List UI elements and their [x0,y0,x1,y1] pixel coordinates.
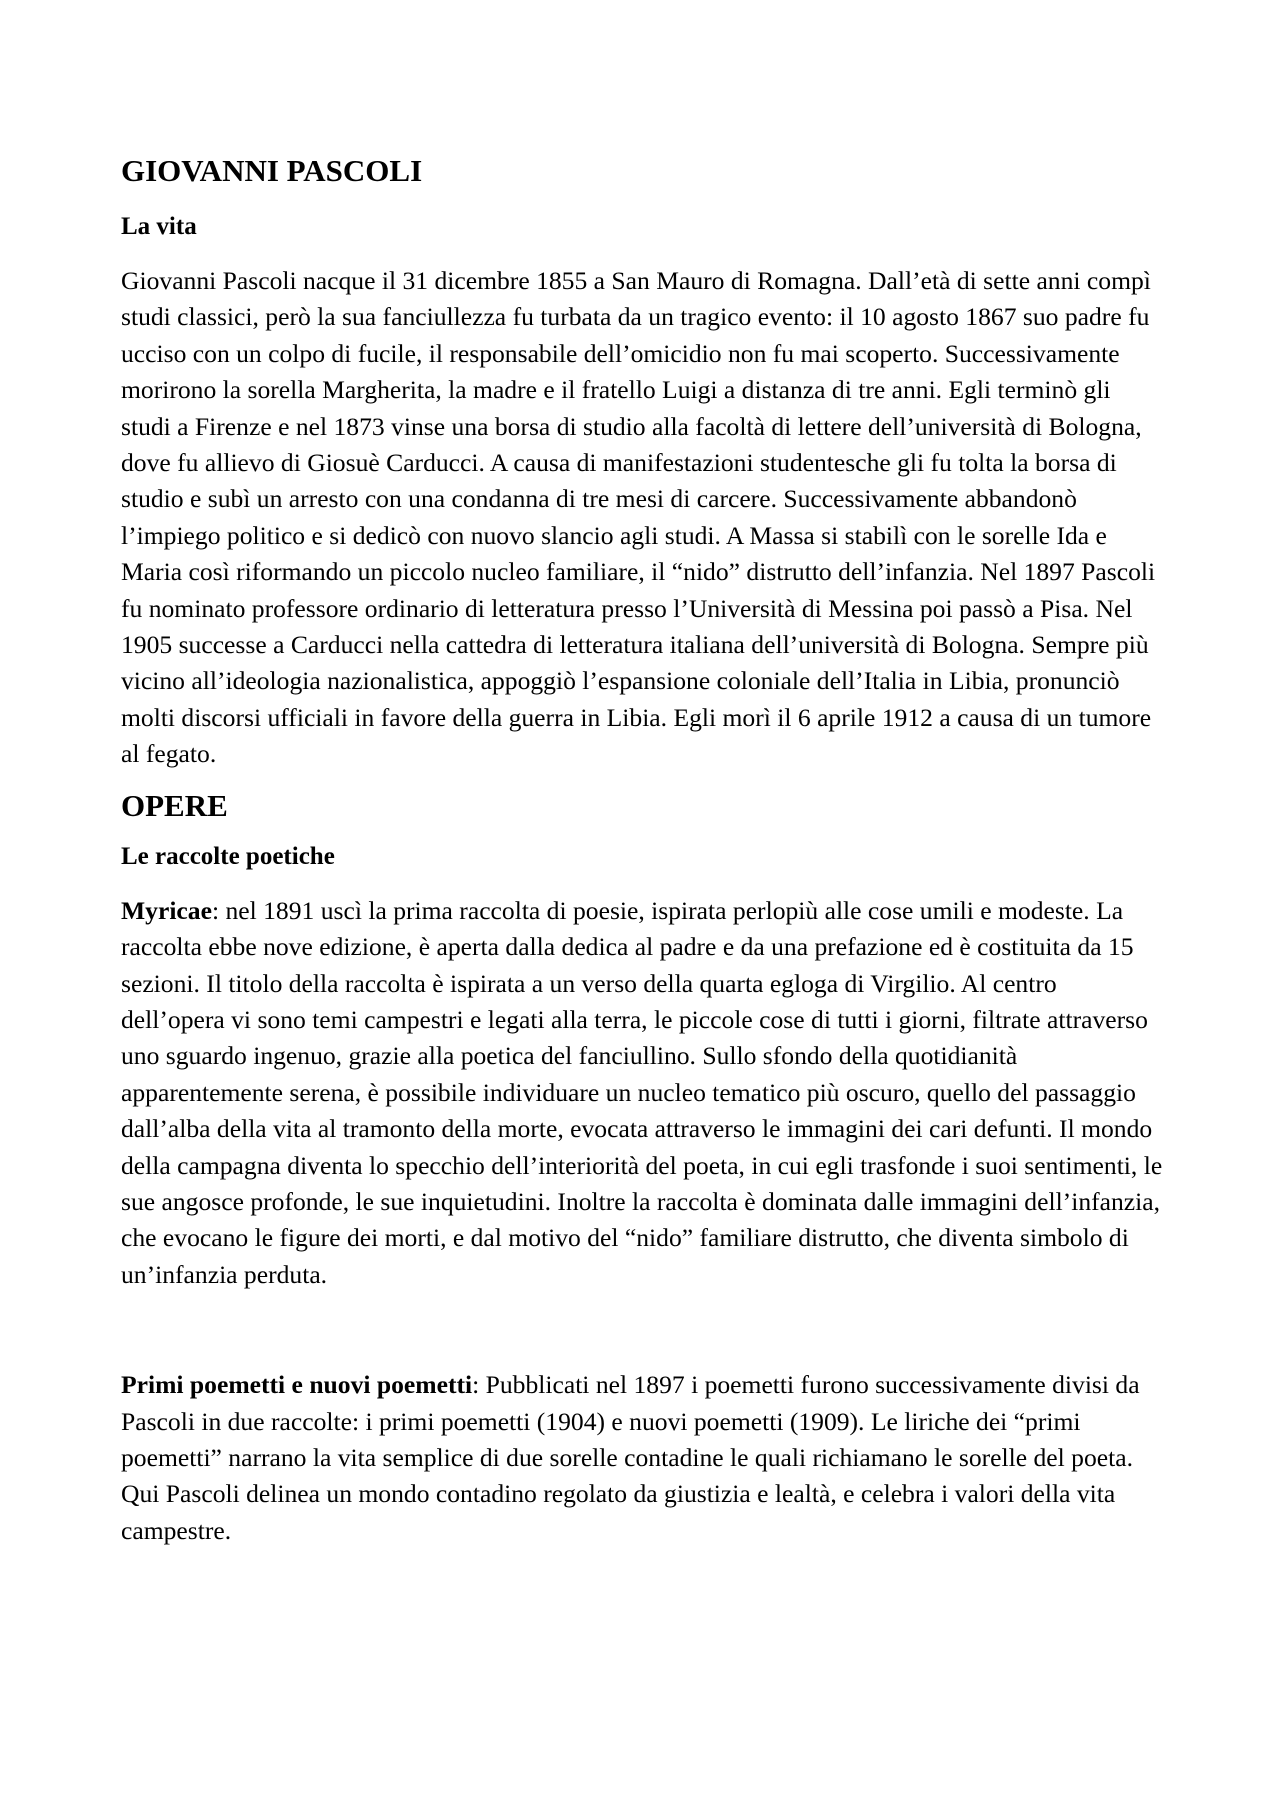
section-heading-la-vita: La vita [121,213,197,240]
document-page [121,150,1166,1549]
myricae-text: : nel 1891 uscì la prima raccolta di poesie, ispirata perlopiù alle cose umili e modeste. La raccolta ebbe nove edizione, è aperta dalla dedica al padre e da una prefazione ed è costituita da 15 sezioni. Il titolo della raccolta è ispirata a un verso della quarta egloga di Virgilio. Al centro dell’opera vi sono temi campestri e legati alla terra, le piccole cose di tutti i giorni, filtrate attraverso uno sguardo ingenuo, grazie alla poetica del fanciullino. Sullo sfondo della quotidianità apparentemente serena, è possibile individuare un nucleo tematico più oscuro, quello del passaggio dall’alba della vita al tramonto della morte, evocata attraverso le immagini dei cari defunti. Il mondo della campagna diventa lo specchio dell’interiorità del poeta, in cui egli trasfonde i suoi sentimenti, le sue angosce profonde, le sue inquietudini. Inoltre la raccolta è dominata dalle immagini dell’infanzia, che evocano le figure dei morti, e dal motivo del “nido” familiare distrutto, che diventa simbolo di un’infanzia perduta. [121,895,1163,1289]
document-title: GIOVANNI PASCOLI [121,153,423,188]
myricae-label: Myricae [121,895,212,925]
paragraph-poemetti [121,1367,1166,1549]
section-heading-opere: OPERE [121,787,228,823]
subheading-raccolte-poetiche: Le raccolte poetiche [121,842,335,870]
poemetti-label: Primi poemetti e nuovi poemetti [121,1370,473,1400]
paragraph-la-vita: Giovanni Pascoli nacque il 31 dicembre 1855 a San Mauro di Romagna. Dall’età di sette anni compì studi classici, però la sua fanciullezza fu turbata da un tragico evento: il 10 agosto 1867 suo padre fu ucciso con un colpo di fucile, il responsabile dell’omicidio non fu mai scoperto. Successivamente morirono la sorella Margherita, la madre e il fratello Luigi a distanza di tre anni. Egli terminò gli studi a Firenze e nel 1873 vinse una borsa di studio alla facoltà di lettere dell’università di Bologna, dove fu allievo di Giosuè Carducci. A causa di manifestazioni studentesche gli fu tolta la borsa di studio e subì un arresto con una condanna di tre mesi di carcere. Successivamente abbandonò l’impiego politico e si dedicò con nuovo slancio agli studi. A Massa si stabilì con le sorelle Ida e Maria così riformando un piccolo nucleo familiare, il “nido” distrutto dell’infanzia. Nel 1897 Pascoli fu nominato professore ordinario di letteratura presso l’Università di Messina poi passò a Pisa. Nel 1905 successe a Carducci nella cattedra di letteratura italiana dell’università di Bologna. Sempre più vicino all’ideologia nazionalistica, appoggiò l’espansione coloniale dell’Italia in Libia, pronunciò molti discorsi ufficiali in favore della guerra in Libia. Egli morì il 6 aprile 1912 a causa di un tumore al fegato. [121,266,1156,769]
paragraph-myricae [121,893,1166,1293]
poemetti-text: : Pubblicati nel 1897 i poemetti furono successivamente divisi da Pascoli in due raccolte: i primi poemetti (1904) e nuovi poemetti (1909). Le liriche dei “primi poemetti” narrano la vita semplice di due sorelle contadine le quali richiamano le sorelle del poeta. Qui Pascoli delinea un mondo contadino regolato da giustizia e lealtà, e celebra i valori della vita campestre. [121,1370,1140,1545]
